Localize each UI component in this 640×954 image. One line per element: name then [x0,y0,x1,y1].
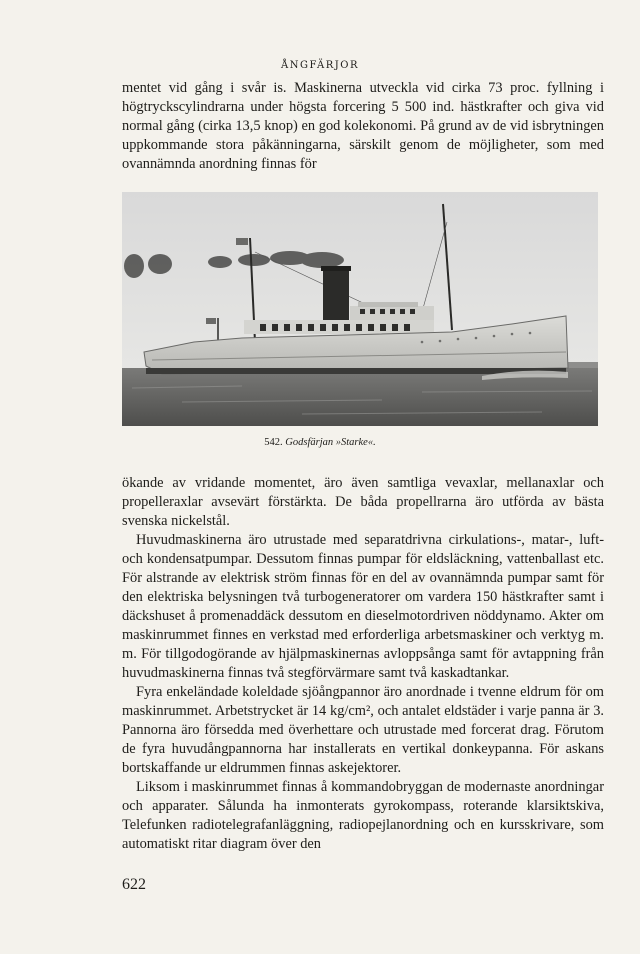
page-number: 622 [122,876,146,893]
paragraph: Huvudmaskinerna äro utrustade med separatdrivna cirkulations-, matar-, luft- och kondensatpumpar. Dessutom finnas pumpar för eldsläckning, vattenballast etc. För alstrande av elektrisk ström finnas för en del av ovannämnda pumpar samt för den elektriska belysningen två turbogeneratorer om vardera 150 hästkrafter samt i däckshuset å promenaddäck dessutom en dieselmotordriven nöddynamo. Akter om maskinrummet finnes en verkstad med erforderliga arbetsmaskiner och verktyg m. m. För tillgodogörande av hjälpmaskinernas avloppsånga samt för avtappning från huvudmaskinerna finnas två stegförvärmare samt två kaskadtankar. [122,532,604,681]
text-block-bottom [122,474,604,854]
figure-number: 542. [264,437,283,448]
paragraph: ökande av vridande momentet, äro även samtliga vevaxlar, mellanaxlar och propelleraxlar avsevärt förstärkta. De båda propellrarna äro utförda av bästa svenska nickelstål. [122,475,604,529]
paragraph-continued: mentet vid gång i svår is. Maskinerna utveckla vid cirka 73 proc. fyllning i högtryckscylindrarna under högsta forcering 5 500 ind. hästkrafter och giva vid normal gång (cirka 13,5 knop) en god kolekonomi. På grund av de vid isbrytningen uppkommande stora påkänningarna, särskilt genom de möjligheter, som med ovannämnda anordning finnas för [122,80,604,172]
ferry-photograph [122,192,598,426]
text-block-top [122,79,604,174]
figure-caption [0,437,640,448]
figure-title: Godsfärjan »Starke«. [285,437,376,448]
paragraph: Liksom i maskinrummet finnas å kommandobryggan de modernaste anordningar och apparater. Sålunda ha inmonterats gyrokompass, roterande klarsiktskiva, Telefunken radiotelegrafanläggning, radiopejlanordning och en kursskrivare, som automatiskt ritar diagram över den [122,779,604,852]
paragraph: Fyra enkeländade koleldade sjöångpannor äro anordnade i tvenne eldrum för om maskinrummet. Arbetstrycket är 14 kg/cm², och antalet eldstäder i varje panna är 3. Pannorna äro försedda med överhettare och utrustade med forcerat drag. Förutom de fyra huvudångpannorna har installerats en vertikal donkeypanna. För askans bortskaffande ur eldrummen finnas askejektorer. [122,684,604,776]
running-head: ÅNGFÄRJOR [280,60,360,71]
